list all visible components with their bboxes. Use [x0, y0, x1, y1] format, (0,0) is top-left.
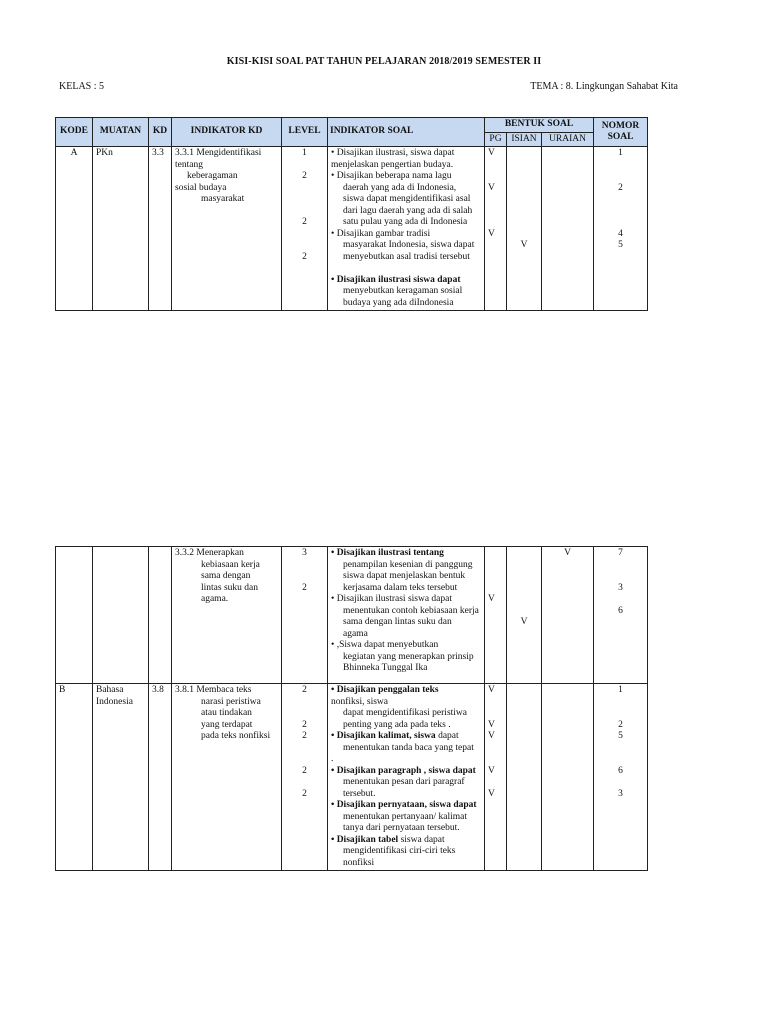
- soal-line: nonfiksi, siswa: [331, 696, 388, 707]
- soal-line: dapat: [438, 731, 459, 741]
- soal-line: sama dengan lintas suku dan: [343, 617, 452, 627]
- cell-kode: A: [56, 147, 93, 311]
- soal-line: • Disajikan ilustrasi siswa dapat: [331, 274, 461, 285]
- nomor-value: 5: [618, 731, 623, 741]
- indikator-kd-line: yang terdapat: [201, 719, 253, 730]
- soal-line: agama: [343, 628, 368, 639]
- soal-line: • Disajikan paragraph , siswa dapat: [331, 765, 476, 776]
- cell-kode: [56, 547, 93, 684]
- soal-line: • Disajikan ilustrasi, siswa dapat: [331, 148, 455, 158]
- cell-pg: [485, 147, 507, 311]
- header-nomor-line2: SOAL: [607, 132, 634, 142]
- level-value: 2: [302, 171, 307, 181]
- header-level: LEVEL: [282, 118, 328, 147]
- soal-line: tanya dari pernyataan tersebut.: [343, 823, 460, 833]
- isian-mark: V: [520, 617, 528, 627]
- level-value: 2: [302, 765, 307, 776]
- header-nomor-soal: [594, 118, 648, 147]
- soal-line: menentukan pesan dari paragraf: [343, 777, 465, 787]
- cell-nomor: [594, 684, 648, 871]
- soal-line: dari lagu daerah yang ada di salah: [343, 205, 473, 216]
- cell-isian: [507, 547, 542, 684]
- nomor-value: 1: [618, 685, 623, 695]
- level-value: 2: [302, 719, 307, 730]
- kisi-kisi-table-part-2: [55, 546, 648, 871]
- cell-level: [282, 147, 328, 311]
- muatan-line: Bahasa: [96, 685, 124, 695]
- cell-indikator-soal: [328, 147, 485, 311]
- soal-line: kegiatan yang menerapkan prinsip: [343, 651, 474, 662]
- soal-line: • Disajikan ilustrasi siswa dapat: [331, 594, 452, 604]
- nomor-value: 2: [618, 182, 623, 193]
- soal-line: .: [331, 754, 334, 764]
- cell-isian: [507, 147, 542, 311]
- header-bentuk-soal: BENTUK SOAL: [485, 118, 594, 133]
- table-row: [56, 547, 648, 684]
- soal-line: • Disajikan penggalan teks: [331, 685, 439, 695]
- cell-level: [282, 684, 328, 871]
- indikator-kd-line: keberagaman: [187, 171, 238, 181]
- soal-line: • Disajikan kalimat, siswa: [331, 731, 436, 741]
- cell-indikator-kd: [172, 684, 282, 871]
- header-nomor-line1: NOMOR: [601, 120, 640, 131]
- soal-line: budaya yang ada diIndonesia: [343, 297, 454, 308]
- indikator-kd-line: kebiasaan kerja: [201, 559, 260, 570]
- cell-indikator-kd: [172, 147, 282, 311]
- header-uraian: URAIAN: [542, 132, 594, 147]
- nomor-value: 3: [618, 582, 623, 593]
- indikator-kd-line: narasi peristiwa: [201, 696, 261, 707]
- soal-line: • Disajikan pernyataan, siswa dapat: [331, 800, 477, 810]
- nomor-value: 6: [618, 765, 623, 776]
- soal-line: siswa dapat menjelaskan bentuk: [343, 571, 466, 581]
- table-row: [56, 147, 648, 311]
- cell-indikator-kd: [172, 547, 282, 684]
- soal-line: menyebutkan asal tradisi tersebut: [343, 251, 470, 262]
- nomor-value: 4: [618, 228, 623, 239]
- soal-line: daerah yang ada di Indonesia,: [343, 182, 457, 193]
- indikator-kd-line: agama.: [201, 594, 229, 604]
- cell-kd: 3.3: [149, 147, 172, 311]
- cell-kode: B: [56, 684, 93, 871]
- level-value: 2: [302, 251, 307, 262]
- table-row: [56, 684, 648, 871]
- header-pg: PG: [485, 132, 507, 147]
- nomor-value: 7: [618, 548, 623, 558]
- nomor-value: 3: [618, 788, 623, 799]
- indikator-kd-line: atau tindakan: [201, 708, 252, 718]
- soal-line: satu pulau yang ada di Indonesia: [343, 217, 468, 227]
- isian-mark: V: [520, 240, 528, 250]
- pg-mark: V: [488, 731, 495, 741]
- soal-line: penampilan kesenian di panggung: [343, 559, 473, 570]
- cell-muatan: [93, 547, 149, 684]
- indikator-kd-line: 3.3.2 Menerapkan: [175, 548, 244, 558]
- document-title: KISI-KISI SOAL PAT TAHUN PELAJARAN 2018/2019 SEMESTER II: [226, 56, 542, 67]
- indikator-kd-line: lintas suku dan: [201, 582, 258, 593]
- soal-line: menentukan tanda baca yang tepat: [343, 742, 474, 753]
- level-value: 2: [302, 217, 307, 227]
- nomor-value: 5: [618, 240, 623, 250]
- cell-muatan: PKn: [93, 147, 149, 311]
- pg-mark: V: [488, 765, 495, 776]
- cell-indikator-soal: [328, 684, 485, 871]
- soal-line: masyarakat Indonesia, siswa dapat: [343, 240, 475, 250]
- cell-kd: 3.8: [149, 684, 172, 871]
- level-value: 2: [302, 582, 307, 593]
- level-value: 2: [302, 685, 307, 695]
- soal-line: mengidentifikasi ciri-ciri teks: [343, 846, 456, 856]
- header-kode: KODE: [56, 118, 93, 147]
- indikator-kd-line: sosial budaya: [175, 182, 227, 193]
- soal-line: nonfiksi: [343, 857, 375, 868]
- soal-line: Bhinneka Tunggal Ika: [343, 663, 428, 673]
- soal-line: penting yang ada pada teks .: [343, 719, 451, 730]
- tema-label: TEMA : 8. Lingkungan Sahabat Kita: [530, 81, 678, 92]
- pg-mark: V: [488, 788, 495, 799]
- soal-line: • Disajikan ilustrasi tentang: [331, 548, 444, 558]
- level-value: 3: [302, 548, 307, 558]
- soal-line: siswa dapat mengidentifikasi asal: [343, 194, 471, 204]
- level-value: 2: [302, 731, 307, 741]
- cell-muatan: [93, 684, 149, 871]
- level-value: 2: [302, 788, 307, 799]
- cell-indikator-soal: [328, 547, 485, 684]
- cell-uraian: [542, 147, 594, 311]
- cell-pg: [485, 684, 507, 871]
- soal-line: tersebut.: [343, 788, 376, 799]
- soal-line: • ,Siswa dapat menyebutkan: [331, 640, 439, 650]
- soal-line: menyebutkan keragaman sosial: [343, 286, 463, 296]
- nomor-value: 2: [618, 719, 623, 730]
- indikator-kd-line: pada teks nonfiksi: [201, 731, 271, 741]
- soal-line: menentukan pertanyaan/ kalimat: [343, 811, 467, 822]
- cell-nomor: [594, 147, 648, 311]
- indikator-kd-line: sama dengan: [201, 571, 251, 581]
- soal-line: menjelaskan pengertian budaya.: [331, 159, 454, 170]
- pg-mark: V: [488, 182, 495, 193]
- kisi-kisi-table-part-1: [55, 117, 648, 311]
- cell-uraian: [542, 684, 594, 871]
- header-kd: KD: [149, 118, 172, 147]
- indikator-kd-line: masyarakat: [201, 194, 245, 204]
- soal-line: dapat mengidentifikasi peristiwa: [343, 708, 467, 718]
- soal-line: siswa dapat: [400, 834, 445, 845]
- cell-isian: [507, 684, 542, 871]
- header-indikator-kd: INDIKATOR KD: [172, 118, 282, 147]
- soal-line: • Disajikan beberapa nama lagu: [331, 171, 452, 181]
- pg-mark: V: [488, 685, 495, 695]
- cell-uraian: [542, 547, 594, 684]
- kelas-label: KELAS : 5: [59, 81, 104, 92]
- muatan-line: Indonesia: [96, 696, 133, 707]
- nomor-value: 1: [618, 148, 623, 158]
- pg-mark: V: [488, 719, 495, 730]
- indikator-kd-line: 3.3.1 Mengidentifikasi: [175, 148, 262, 158]
- soal-line: menentukan contoh kebiasaan kerja: [343, 605, 479, 616]
- pg-mark: V: [488, 594, 495, 604]
- indikator-kd-line: 3.8.1 Membaca teks: [175, 685, 252, 695]
- cell-kd: [149, 547, 172, 684]
- header-indikator-soal: INDIKATOR SOAL: [328, 118, 485, 147]
- soal-line: • Disajikan gambar tradisi: [331, 228, 431, 239]
- nomor-value: 6: [618, 605, 623, 616]
- pg-mark: V: [488, 148, 495, 158]
- level-value: 1: [302, 148, 307, 158]
- cell-nomor: [594, 547, 648, 684]
- indikator-kd-line: tentang: [175, 159, 203, 170]
- pg-mark: V: [488, 228, 495, 239]
- soal-line: • Disajikan tabel: [331, 834, 399, 845]
- soal-line: kerjasama dalam teks tersebut: [343, 582, 458, 593]
- header-muatan: MUATAN: [93, 118, 149, 147]
- cell-pg: [485, 547, 507, 684]
- uraian-mark: V: [564, 548, 571, 558]
- cell-level: [282, 547, 328, 684]
- header-isian: ISIAN: [507, 132, 542, 147]
